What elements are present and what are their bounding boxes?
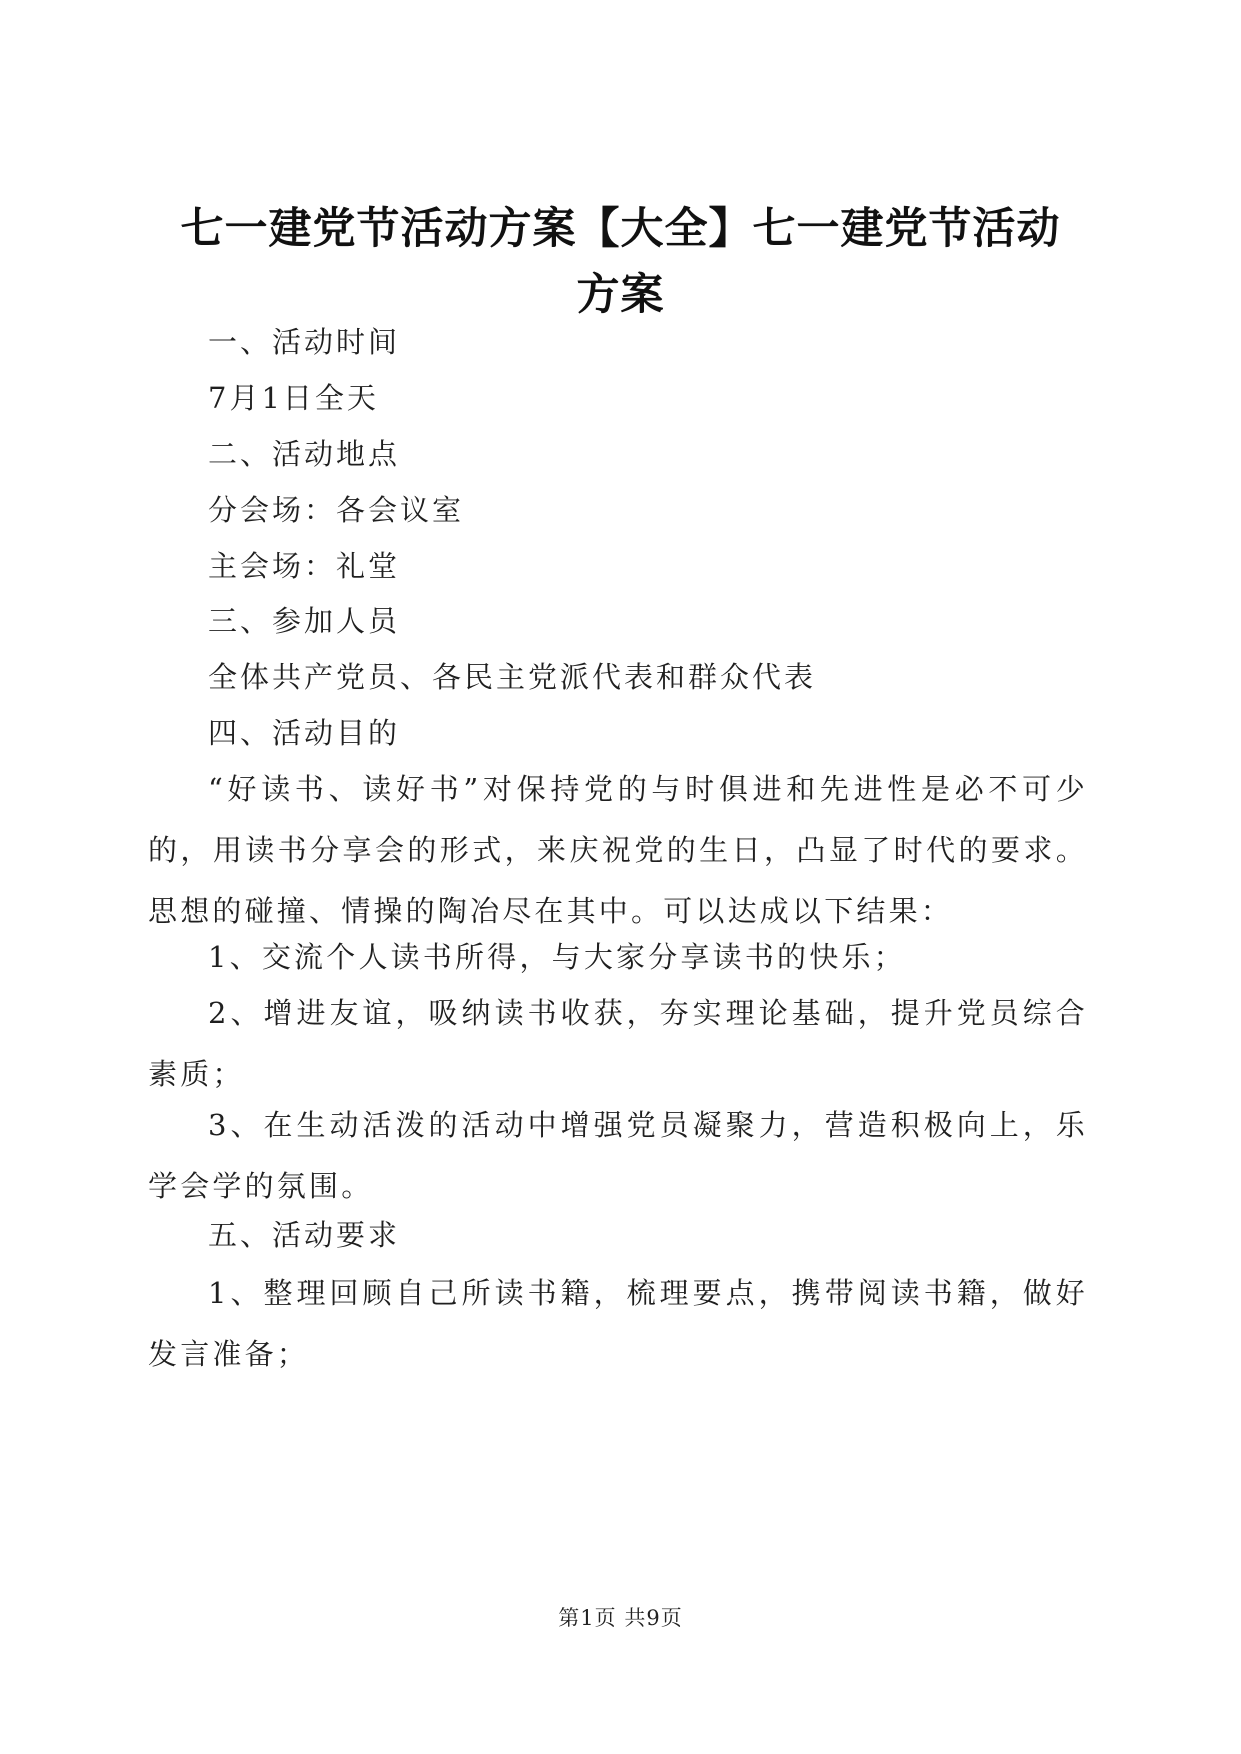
section-4-item-1: 1、交流个人读书所得，与大家分享读书的快乐； (208, 940, 906, 974)
section-3-heading: 三、参加人员 (208, 604, 401, 638)
section-1-text: 7月1日全天 (208, 381, 379, 415)
section-1-heading: 一、活动时间 (208, 325, 401, 359)
section-4-heading: 四、活动目的 (208, 716, 401, 750)
section-2-line-1: 分会场：各会议室 (208, 493, 465, 527)
title-line-1: 七一建党节活动方案【大全】七一建党节活动 (180, 204, 1061, 254)
section-5-heading: 五、活动要求 (208, 1218, 401, 1252)
section-4-item-3: 3、在生动活泼的活动中增强党员凝聚力，营造积极向上，乐学会学的氛围。 (148, 1108, 1088, 1203)
section-5-item-1: 1、整理回顾自己所读书籍，梳理要点，携带阅读书籍，做好发言准备； (148, 1276, 1088, 1371)
section-2-heading: 二、活动地点 (208, 437, 401, 471)
section-4-item-2: 2、增进友谊，吸纳读书收获，夯实理论基础，提升党员综合素质； (148, 996, 1088, 1091)
page-footer: 第1页 共9页 (558, 1606, 683, 1630)
title-line-2: 方案 (576, 270, 665, 320)
section-2-line-2: 主会场：礼堂 (208, 549, 401, 583)
section-4-paragraph: “好读书、读好书”对保持党的与时俱进和先进性是必不可少的，用读书分享会的形式，来庆祝党的生日，凸显了时代的要求。思想的碰撞、情操的陶冶尽在其中。可以达成以下结果： (148, 772, 1088, 928)
document-title (150, 196, 1091, 328)
section-3-text: 全体共产党员、各民主党派代表和群众代表 (208, 660, 817, 694)
